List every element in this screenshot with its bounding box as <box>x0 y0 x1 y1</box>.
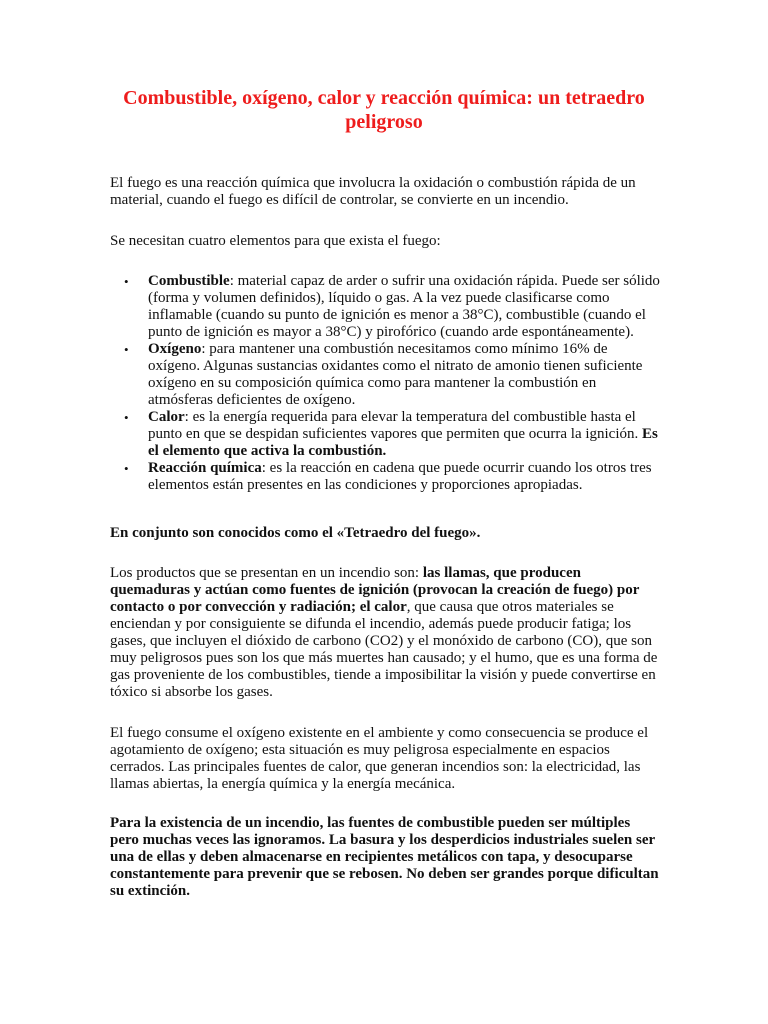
intro-paragraph: El fuego es una reacción química que involucra la oxidación o combustión rápida de un material, cuando el fuego es difícil de controlar, se convierte en un incendio. <box>110 175 636 208</box>
list-item-text: : para mantener una combustión necesitamos como mínimo 16% de oxígeno. Algunas sustancias oxidantes como el nitrato de amonio tienen suficiente oxígeno en su composición química como para mantener la combustión en atmósferas deficientes de oxígeno. <box>148 341 643 408</box>
list-item-emphasis: Es el elemento que activa la combustión. <box>148 426 658 459</box>
list-item <box>110 273 662 341</box>
list-item-text: : es la reacción en cadena que puede ocurrir cuando los otros tres elementos están presentes en las condiciones y proporciones apropiadas. <box>148 460 652 493</box>
list-item-text: : material capaz de arder o sufrir una oxidación rápida. Puede ser sólido (forma y volumen definidos), líquido o gas. A la vez puede clasificarse como inflamable (cuando su punto de ignición es menor a 38°C), combustible (cuando el punto de ignición es mayor a 38°C) y pirofórico (cuando arde espontáneamente). <box>148 273 660 340</box>
productos-lead-text: Los productos que se presentan en un incendio son: <box>110 565 423 581</box>
productos-paragraph <box>110 565 662 701</box>
list-item-term: Combustible <box>148 273 230 289</box>
list-item <box>110 341 662 409</box>
productos-rest-text: , que causa que otros materiales se enciendan y por consiguiente se difunda el incendio, además puede producir fatiga; los gases, que incluyen el dióxido de carbono (CO2) y el monóxido de carbono (CO), que son muy peligrosos pues son los que más muertes han causado; y el humo, que es una forma de gas proveniente de los combustibles, tiende a imposibilitar la visión y puede convertirse en tóxico si absorbe los gases. <box>110 599 658 700</box>
bullet-icon: • <box>124 342 129 357</box>
bullet-icon: • <box>124 274 129 289</box>
consumo-paragraph: El fuego consume el oxígeno existente en el ambiente y como consecuencia se produce el agotamiento de oxígeno; esta situación es muy peligrosa especialmente en espacios cerrados. Las principales fuentes de calor, que generan incendios son: la electricidad, las llamas abiertas, la energía química y la energía mecánica. <box>110 725 649 792</box>
list-item-term: Calor <box>148 409 185 425</box>
bullet-icon: • <box>124 410 129 425</box>
productos-bold-text: las llamas, que producen quemaduras y actúan como fuentes de ignición (provocan la creación de fuego) por contacto o por convección y radiación; el calor <box>110 565 640 615</box>
list-item-term: Reacción química <box>148 460 262 476</box>
fire-elements-list <box>110 273 662 494</box>
list-item <box>110 460 662 494</box>
existencia-paragraph: Para la existencia de un incendio, las fuentes de combustible pueden ser múltiples pero muchas veces las ignoramos. La basura y los desperdicios industriales suelen ser una de ellas y deben almacenarse en recipientes metálicos con tapa, y desocuparse constantemente para prevenir que se rebosen. No deben ser grandes porque dificultan su extinción. <box>110 815 659 899</box>
page-title: Combustible, oxígeno, calor y reacción química: un tetraedro peligroso <box>123 87 645 133</box>
tetraedro-paragraph: En conjunto son conocidos como el «Tetraedro del fuego». <box>110 525 481 541</box>
list-item <box>110 409 662 460</box>
bullet-icon: • <box>124 461 129 476</box>
list-item-term: Oxígeno <box>148 341 202 357</box>
elements-intro-paragraph: Se necesitan cuatro elementos para que exista el fuego: <box>110 233 441 249</box>
list-item-text: : es la energía requerida para elevar la temperatura del combustible hasta el punto en que se despidan suficientes vapores que permiten que ocurra la ignición. <box>148 409 639 442</box>
